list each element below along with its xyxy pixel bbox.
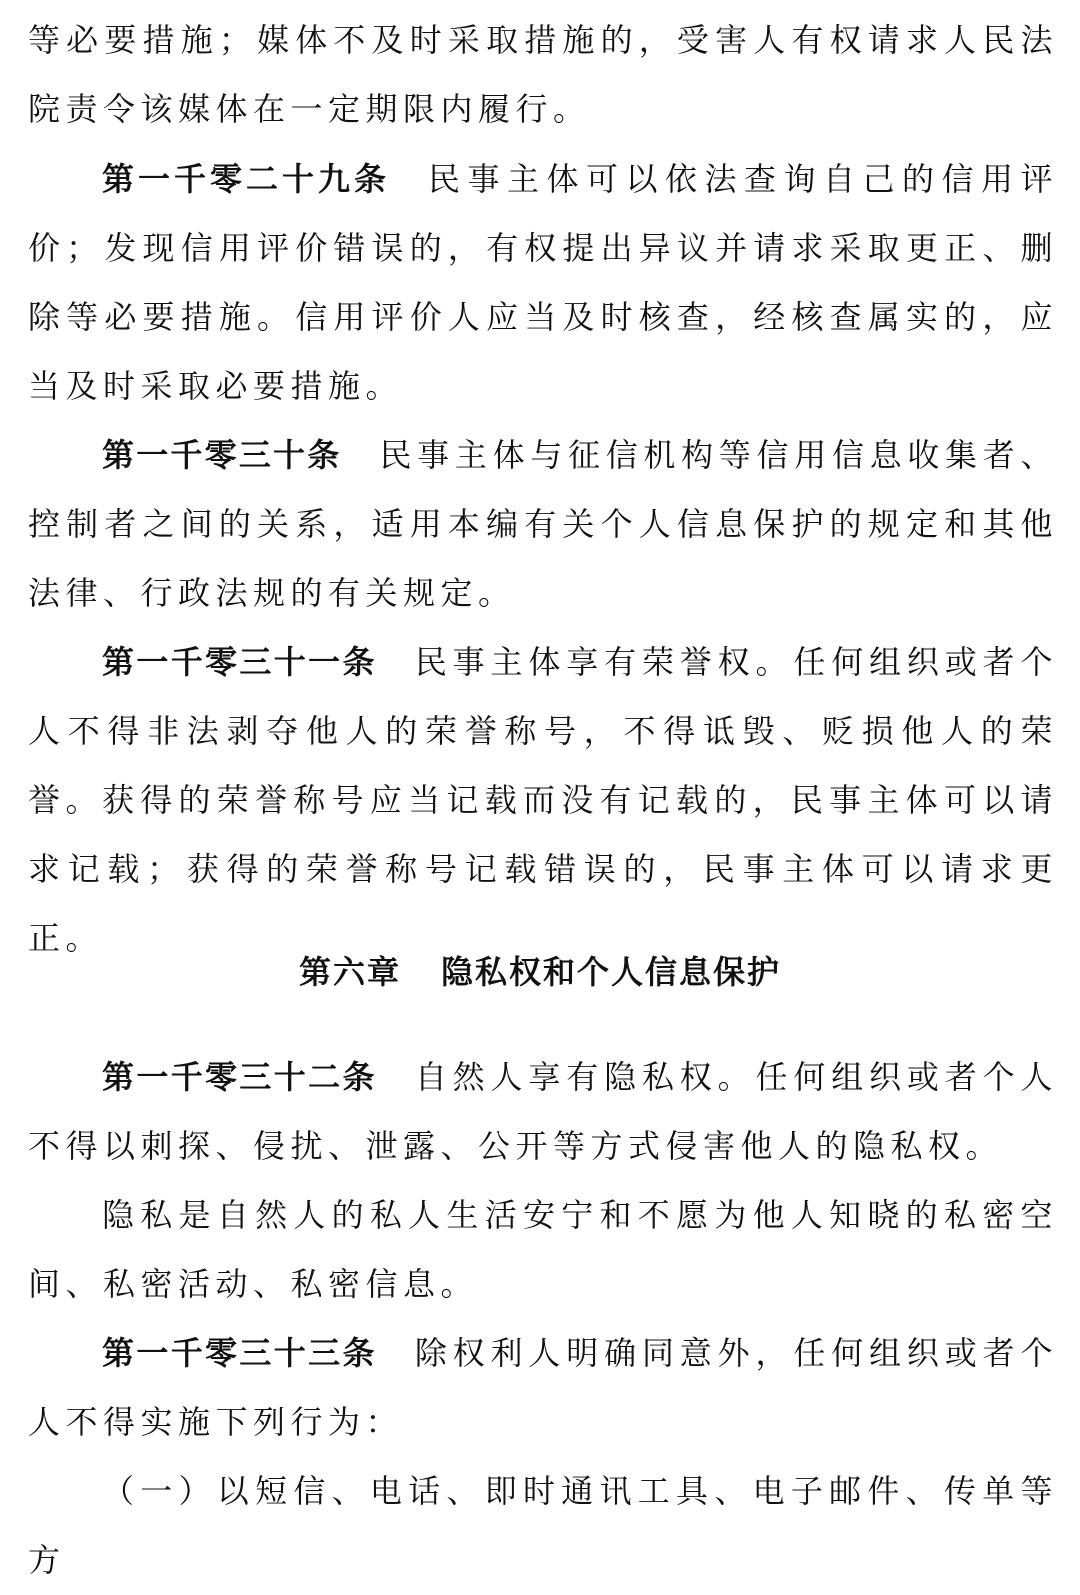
article-text: 自然人享有隐私权。任何组织或者个人不得以刺探、侵扰、泄露、公开等方式侵害他人的隐私权。 (28, 1058, 1058, 1165)
article-number: 第一千零二十九条 (102, 160, 390, 198)
article-1029 (28, 145, 1058, 421)
paragraph-text: 获得的荣誉称号应当记载而没有记载的，民事主体可以请求记载；获得的荣誉称号记载错误的，民事主体可以请求更正。 (28, 781, 1058, 957)
article-text: 民事主体可以依法查询自己的信用评价；发现信用评价错误的，有权提出异议并请求采取更正、删除等必要措施。信用评价人应当及时核查，经核查属实的，应当及时采取必要措施。 (28, 160, 1058, 405)
article-text: 除权利人明确同意外，任何组织或者个人不得实施下列行为： (28, 1334, 1058, 1441)
article-number: 第一千零三十条 (102, 436, 342, 474)
chapter-heading (0, 938, 1080, 1007)
article-1033 (28, 1319, 1058, 1457)
paragraph-continuation (28, 6, 1058, 144)
article-number: 第一千零三十三条 (102, 1334, 377, 1372)
article-1032-paragraph-2 (28, 1181, 1058, 1319)
chapter-number: 第六章 (298, 953, 401, 991)
article-number: 第一千零三十一条 (102, 643, 377, 681)
paragraph-text: 等必要措施；媒体不及时采取措施的，受害人有权请求人民法院责令该媒体在一定期限内履行。 (28, 21, 1058, 128)
list-item-text: （一）以短信、电话、即时通讯工具、电子邮件、传单等方 (28, 1472, 1058, 1579)
article-text: 民事主体享有荣誉权。任何组织或者个人不得非法剥夺他人的荣誉称号，不得诋毁、贬损他人的荣誉。 (28, 643, 1058, 819)
article-text: 民事主体与征信机构等信用信息收集者、控制者之间的关系，适用本编有关个人信息保护的规定和其他法律、行政法规的有关规定。 (28, 436, 1058, 612)
article-1032 (28, 1043, 1058, 1181)
article-1033-item-1 (28, 1457, 1058, 1595)
chapter-title: 隐私权和个人信息保护 (441, 953, 782, 991)
article-1030 (28, 421, 1058, 628)
paragraph-text: 隐私是自然人的私人生活安宁和不愿为他人知晓的私密空间、私密活动、私密信息。 (28, 1196, 1058, 1303)
article-number: 第一千零三十二条 (102, 1058, 377, 1096)
